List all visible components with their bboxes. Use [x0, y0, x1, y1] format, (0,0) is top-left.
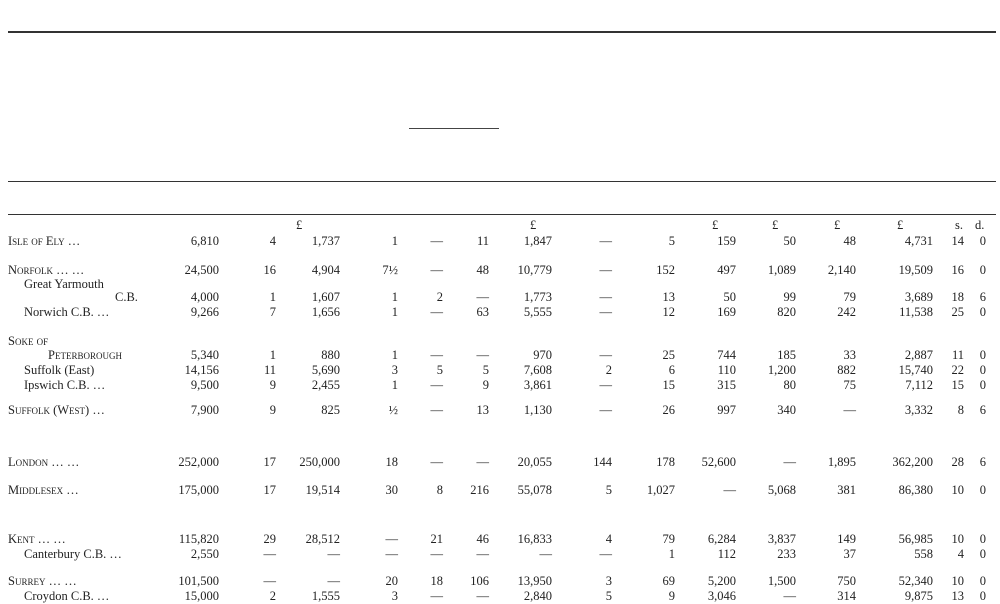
- cell-c12: —: [783, 589, 796, 603]
- cell-c3: 4: [269, 234, 276, 248]
- cell-c7: —: [476, 290, 489, 304]
- cell-c13: 381: [837, 483, 856, 497]
- cell-c7: 13: [476, 403, 489, 417]
- cell-c14: 3,689: [904, 290, 933, 304]
- cell-c14: 52,340: [898, 574, 933, 588]
- cell-c12: 1,500: [767, 574, 796, 588]
- cell-shillings: 25: [951, 305, 964, 319]
- row-area-label: Ipswich C.B. …: [24, 378, 106, 392]
- cell-c2: 2,550: [190, 547, 219, 561]
- cell-c10: 25: [662, 348, 675, 362]
- cell-c9: 144: [593, 455, 612, 469]
- row-area-label: Soke of: [8, 334, 49, 348]
- row-area-label: Middlesex …: [8, 483, 79, 497]
- cell-c3: 29: [263, 532, 276, 546]
- cell-c10: 12: [662, 305, 675, 319]
- cell-c8: —: [539, 547, 552, 561]
- cell-c13: —: [843, 403, 856, 417]
- cell-c8: 970: [533, 348, 552, 362]
- unit-pound: £: [296, 218, 303, 232]
- cell-c9: —: [599, 290, 612, 304]
- cell-c13: 882: [837, 363, 856, 377]
- cell-c13: 48: [843, 234, 856, 248]
- cell-c14: 56,985: [898, 532, 933, 546]
- row-area-label: Kent … …: [8, 532, 66, 546]
- cell-c13: 79: [843, 290, 856, 304]
- cell-c6: —: [430, 455, 443, 469]
- cell-c12: 1,200: [767, 363, 796, 377]
- cell-c11: 112: [717, 547, 736, 561]
- cell-c10: 79: [662, 532, 675, 546]
- cell-c8: 5,555: [523, 305, 552, 319]
- row-area-label: Norfolk … …: [8, 263, 85, 277]
- cell-shillings: 11: [951, 348, 964, 362]
- cell-c13: 37: [843, 547, 856, 561]
- row-area-label: Canterbury C.B. …: [24, 547, 122, 561]
- cell-pence: 0: [979, 378, 986, 392]
- cell-c7: 106: [470, 574, 489, 588]
- cell-c12: 233: [777, 547, 796, 561]
- cell-c6: —: [430, 403, 443, 417]
- cell-c6: —: [430, 589, 443, 603]
- cell-shillings: 13: [951, 589, 964, 603]
- cell-c5: 1: [391, 305, 398, 319]
- cell-c9: 5: [605, 483, 612, 497]
- cell-c9: 3: [605, 574, 612, 588]
- cell-c14: 4,731: [904, 234, 933, 248]
- cell-c14: 2,887: [904, 348, 933, 362]
- cell-c6: —: [430, 547, 443, 561]
- cell-c8: 1,773: [523, 290, 552, 304]
- cell-c3: 2: [269, 589, 276, 603]
- cell-c11: 159: [717, 234, 736, 248]
- cell-c9: 5: [605, 589, 612, 603]
- cell-c8: 1,130: [523, 403, 552, 417]
- cell-c3: 9: [269, 403, 276, 417]
- cell-c11: 744: [717, 348, 736, 362]
- cell-c5: ½: [388, 403, 398, 417]
- cell-c13: 750: [837, 574, 856, 588]
- cell-c2: 15,000: [184, 589, 219, 603]
- cell-c4: 825: [321, 403, 340, 417]
- row-area-label: Norwich C.B. …: [24, 305, 110, 319]
- leaders-sub-rule: [409, 128, 499, 129]
- cell-c10: 152: [656, 263, 675, 277]
- cell-c9: —: [599, 234, 612, 248]
- cell-c11: 997: [717, 403, 736, 417]
- cell-c7: 9: [482, 378, 489, 392]
- cell-c13: 2,140: [827, 263, 856, 277]
- cell-c3: 16: [263, 263, 276, 277]
- unit-pound: £: [712, 218, 719, 232]
- cell-shillings: 10: [951, 483, 964, 497]
- cell-c4: 19,514: [305, 483, 340, 497]
- cell-c13: 33: [843, 348, 856, 362]
- header-bottom-rule: [8, 181, 996, 182]
- cell-c9: —: [599, 403, 612, 417]
- cell-c6: 18: [430, 574, 443, 588]
- cell-pence: 0: [979, 532, 986, 546]
- cell-c2: 4,000: [190, 290, 219, 304]
- cell-c8: 10,779: [517, 263, 552, 277]
- cell-c11: —: [723, 483, 736, 497]
- cell-pence: 0: [979, 574, 986, 588]
- cell-c2: 101,500: [178, 574, 219, 588]
- cell-c6: 2: [436, 290, 443, 304]
- cell-c9: —: [599, 547, 612, 561]
- cell-c4: 1,656: [311, 305, 340, 319]
- row-area-label: Great Yarmouth: [24, 277, 104, 291]
- cell-c10: 15: [662, 378, 675, 392]
- cell-c12: —: [783, 455, 796, 469]
- cell-c7: —: [476, 589, 489, 603]
- cell-c5: 1: [391, 378, 398, 392]
- cell-c12: 3,837: [767, 532, 796, 546]
- cell-c4: 1,737: [311, 234, 340, 248]
- cell-c12: 340: [777, 403, 796, 417]
- cell-c10: 1,027: [646, 483, 675, 497]
- row-area-label: London … …: [8, 455, 80, 469]
- cell-c7: —: [476, 348, 489, 362]
- cell-c7: —: [476, 455, 489, 469]
- cell-c9: —: [599, 305, 612, 319]
- cell-c6: —: [430, 305, 443, 319]
- unit-pound: £: [897, 218, 904, 232]
- cell-c4: —: [327, 574, 340, 588]
- unit-pound: £: [834, 218, 841, 232]
- cell-c14: 11,538: [899, 305, 933, 319]
- cell-c2: 6,810: [190, 234, 219, 248]
- cell-c3: —: [263, 574, 276, 588]
- cell-c14: 3,332: [904, 403, 933, 417]
- cell-c5: 3: [391, 589, 398, 603]
- cell-c8: 20,055: [517, 455, 552, 469]
- cell-c14: 9,875: [904, 589, 933, 603]
- cell-c13: 242: [837, 305, 856, 319]
- cell-c6: —: [430, 378, 443, 392]
- header-total-expenditure: [865, 68, 940, 79]
- row-area-label: Croydon C.B. …: [24, 589, 110, 603]
- cell-shillings: 8: [957, 403, 964, 417]
- cell-c6: 5: [436, 363, 443, 377]
- cell-c4: 4,904: [311, 263, 340, 277]
- cell-c5: 7½: [382, 263, 398, 277]
- cell-c4: 1,607: [311, 290, 340, 304]
- cell-c3: 7: [269, 305, 276, 319]
- cell-shillings: 4: [957, 547, 964, 561]
- cell-c7: 48: [476, 263, 489, 277]
- cell-c11: 50: [723, 290, 736, 304]
- cell-pence: 6: [979, 290, 986, 304]
- cell-c11: 497: [717, 263, 736, 277]
- cell-pence: 0: [979, 348, 986, 362]
- row-area-label-cont: Peterborough: [48, 348, 122, 362]
- cell-shillings: 10: [951, 532, 964, 546]
- cell-c3: 1: [269, 348, 276, 362]
- unit-shillings: s.: [955, 218, 963, 232]
- cell-shillings: 28: [951, 455, 964, 469]
- cell-c10: 5: [668, 234, 675, 248]
- cell-c8: 1,847: [523, 234, 552, 248]
- cell-c6: —: [430, 263, 443, 277]
- cell-c12: 50: [783, 234, 796, 248]
- cell-pence: 0: [979, 547, 986, 561]
- cell-c10: 26: [662, 403, 675, 417]
- cell-c11: 315: [717, 378, 736, 392]
- cell-c7: 216: [470, 483, 489, 497]
- cell-c3: 17: [263, 455, 276, 469]
- cell-c12: 80: [783, 378, 796, 392]
- cell-c3: 1: [269, 290, 276, 304]
- cell-c2: 9,266: [190, 305, 219, 319]
- cell-c7: 11: [476, 234, 489, 248]
- cell-c3: —: [263, 547, 276, 561]
- cell-c4: 5,690: [311, 363, 340, 377]
- cell-c7: —: [476, 547, 489, 561]
- cell-c4: 880: [321, 348, 340, 362]
- cell-shillings: 15: [951, 378, 964, 392]
- cell-c4: 250,000: [299, 455, 340, 469]
- cell-c14: 19,509: [898, 263, 933, 277]
- cell-c10: 69: [662, 574, 675, 588]
- cell-c5: —: [385, 532, 398, 546]
- cell-pence: 6: [979, 455, 986, 469]
- cell-shillings: 22: [951, 363, 964, 377]
- row-area-label: Isle of Ely …: [8, 234, 81, 248]
- cell-c11: 52,600: [701, 455, 736, 469]
- cell-c12: 99: [783, 290, 796, 304]
- cell-c2: 175,000: [178, 483, 219, 497]
- cell-c4: 28,512: [305, 532, 340, 546]
- cell-pence: 0: [979, 589, 986, 603]
- cell-c11: 5,200: [707, 574, 736, 588]
- cell-c14: 7,112: [905, 378, 933, 392]
- cell-c7: 46: [476, 532, 489, 546]
- cell-c11: 110: [717, 363, 736, 377]
- cell-c12: 1,089: [767, 263, 796, 277]
- cell-c11: 6,284: [707, 532, 736, 546]
- cell-c2: 7,900: [190, 403, 219, 417]
- cell-c2: 252,000: [178, 455, 219, 469]
- cell-c5: 1: [391, 234, 398, 248]
- cell-c5: 1: [391, 348, 398, 362]
- cell-c5: 1: [391, 290, 398, 304]
- cell-c2: 14,156: [184, 363, 219, 377]
- cell-c7: 5: [482, 363, 489, 377]
- cell-c9: 4: [605, 532, 612, 546]
- cell-c10: 13: [662, 290, 675, 304]
- row-area-label: Surrey … …: [8, 574, 77, 588]
- cell-c2: 9,500: [190, 378, 219, 392]
- cell-shillings: 14: [951, 234, 964, 248]
- cell-c11: 169: [717, 305, 736, 319]
- cell-c8: 3,861: [523, 378, 552, 392]
- row-area-label: Suffolk (East): [24, 363, 95, 377]
- cell-c13: 1,895: [827, 455, 856, 469]
- cell-c6: 8: [436, 483, 443, 497]
- cell-c6: 21: [430, 532, 443, 546]
- cell-c9: —: [599, 263, 612, 277]
- cell-c10: 9: [668, 589, 675, 603]
- cell-c2: 5,340: [190, 348, 219, 362]
- cell-c13: 314: [837, 589, 856, 603]
- cell-pence: 0: [979, 363, 986, 377]
- unit-pound: £: [530, 218, 537, 232]
- cell-c8: 55,078: [517, 483, 552, 497]
- row-area-label-cont: C.B.: [115, 290, 138, 304]
- cell-c12: 5,068: [767, 483, 796, 497]
- cell-c5: 18: [385, 455, 398, 469]
- cell-c14: 558: [914, 547, 933, 561]
- unit-pound: £: [772, 218, 779, 232]
- cell-c4: —: [327, 547, 340, 561]
- cell-c3: 11: [263, 363, 276, 377]
- cell-c4: 1,555: [311, 589, 340, 603]
- cell-c8: 7,608: [523, 363, 552, 377]
- cell-c14: 86,380: [898, 483, 933, 497]
- cell-c3: 9: [269, 378, 276, 392]
- cell-c14: 362,200: [892, 455, 933, 469]
- cell-c3: 17: [263, 483, 276, 497]
- cell-c6: —: [430, 234, 443, 248]
- cell-c2: 24,500: [184, 263, 219, 277]
- unit-pence: d.: [975, 218, 985, 232]
- cell-c9: —: [599, 348, 612, 362]
- cell-c9: —: [599, 378, 612, 392]
- cell-c8: 16,833: [517, 532, 552, 546]
- cell-c5: 3: [391, 363, 398, 377]
- cell-c8: 13,950: [517, 574, 552, 588]
- cell-c8: 2,840: [523, 589, 552, 603]
- cell-c12: 185: [777, 348, 796, 362]
- cell-c7: 63: [476, 305, 489, 319]
- cell-c2: 115,820: [178, 532, 219, 546]
- cell-c10: 178: [656, 455, 675, 469]
- cell-shillings: 16: [951, 263, 964, 277]
- cell-c12: 820: [777, 305, 796, 319]
- cell-c9: 2: [605, 363, 612, 377]
- cell-pence: 0: [979, 263, 986, 277]
- header-top-rule: [8, 31, 996, 33]
- cell-pence: 0: [979, 483, 986, 497]
- cell-c5: 20: [385, 574, 398, 588]
- cell-c13: 75: [843, 378, 856, 392]
- cell-pence: 6: [979, 403, 986, 417]
- cell-c6: —: [430, 348, 443, 362]
- cell-c10: 1: [668, 547, 675, 561]
- colnum-bottom-rule: [8, 214, 996, 215]
- cell-pence: 0: [979, 234, 986, 248]
- cell-c4: 2,455: [311, 378, 340, 392]
- cell-c13: 149: [837, 532, 856, 546]
- cell-shillings: 18: [951, 290, 964, 304]
- cell-c5: 30: [385, 483, 398, 497]
- row-area-label: Suffolk (West) …: [8, 403, 105, 417]
- cell-c10: 6: [668, 363, 675, 377]
- cell-pence: 0: [979, 305, 986, 319]
- cell-c11: 3,046: [707, 589, 736, 603]
- cell-c14: 15,740: [898, 363, 933, 377]
- cell-c5: —: [385, 547, 398, 561]
- cell-shillings: 10: [951, 574, 964, 588]
